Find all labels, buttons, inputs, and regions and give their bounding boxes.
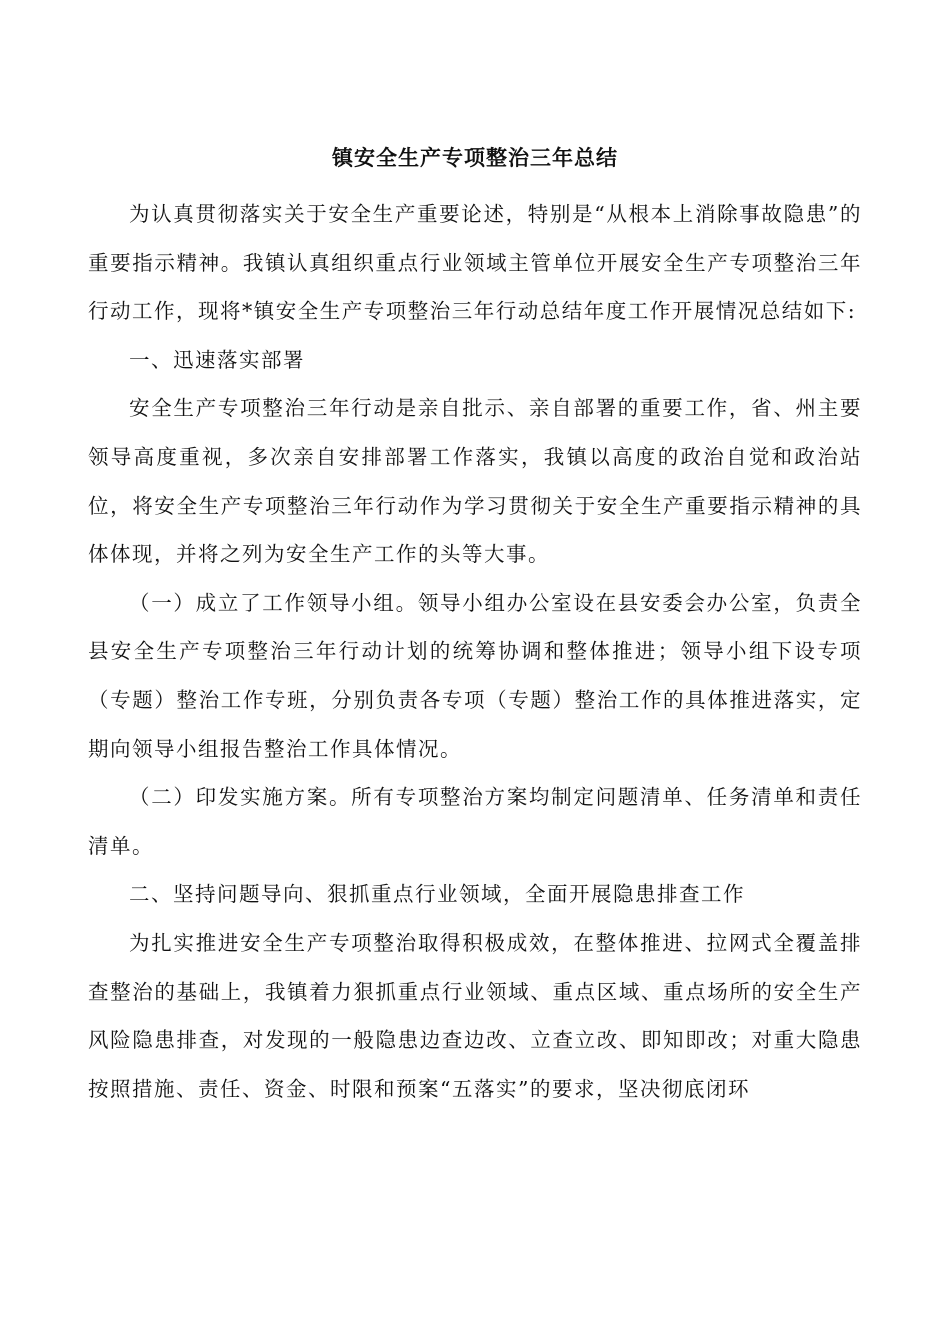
- subsection-1-paragraph: （一）成立了工作领导小组。领导小组办公室设在县安委会办公室，负责全县安全生产专项整治三年行动计划的统筹协调和整体推进；领导小组下设专项（专题）整治工作专班，分别负责各专项（专题）整治工作的具体推进落实，定期向领导小组报告整治工作具体情况。: [88, 590, 862, 761]
- section-1-paragraph: 安全生产专项整治三年行动是亲自批示、亲自部署的重要工作，省、州主要领导高度重视，多次亲自安排部署工作落实，我镇以高度的政治自觉和政治站位，将安全生产专项整治三年行动作为学习贯彻关于安全生产重要指示精神的具体体现，并将之列为安全生产工作的头等大事。: [88, 396, 862, 567]
- intro-paragraph: 为认真贯彻落实关于安全生产重要论述，特别是“从根本上消除事故隐患”的重要指示精神。我镇认真组织重点行业领域主管单位开展安全生产专项整治三年行动工作，现将*镇安全生产专项整治三年行动总结年度工作开展情况总结如下:: [88, 202, 862, 324]
- title-gap: [88, 180, 862, 190]
- document-page: [88, 136, 862, 1113]
- section-heading-2: 二、坚持问题导向、狠抓重点行业领域，全面开展隐患排查工作: [129, 882, 745, 907]
- section-heading-1: 一、迅速落实部署: [129, 347, 305, 372]
- section-2-paragraph: 为扎实推进安全生产专项整治取得积极成效，在整体推进、拉网式全覆盖排查整治的基础上，我镇着力狠抓重点行业领域、重点区域、重点场所的安全生产风险隐患排查，对发现的一般隐患边查边改、立查立改、即知即改；对重大隐患按照措施、责任、资金、时限和预案“五落实”的要求，坚决彻底闭环: [88, 930, 862, 1101]
- subsection-2-paragraph: （二）印发实施方案。所有专项整治方案均制定问题清单、任务清单和责任清单。: [88, 785, 862, 858]
- document-title: 镇安全生产专项整治三年总结: [332, 146, 618, 170]
